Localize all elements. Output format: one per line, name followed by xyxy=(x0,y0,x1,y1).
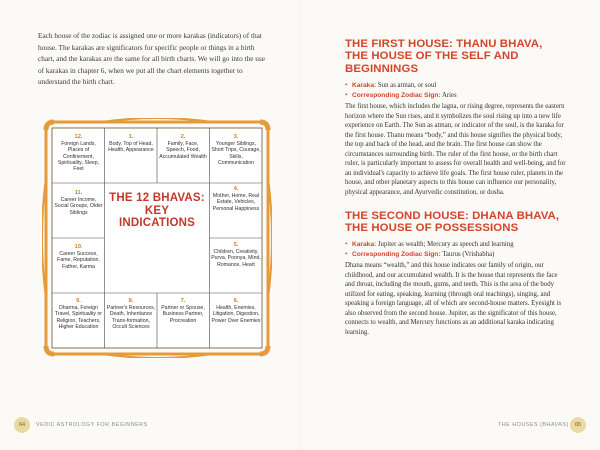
house-cell-10 xyxy=(54,244,103,270)
bullet-icon: • xyxy=(345,240,348,249)
house-number: 3. xyxy=(233,134,239,140)
house-cell-6 xyxy=(211,298,261,324)
house-number: 2. xyxy=(180,134,186,140)
house-number: 6. xyxy=(233,298,239,304)
bullet-icon: • xyxy=(345,81,348,90)
page-number-left: 64 xyxy=(14,417,30,433)
house-description: Younger Siblings, Short Trips, Courage, Skills, Communication xyxy=(211,141,261,166)
house-description: Dharma, Foreign Travel, Spirituality or Religion, Teachers, Higher Education xyxy=(54,305,103,330)
house-description: Family, Face, Speech, Food, Accumulated Wealth xyxy=(159,141,207,160)
running-head-right: THE HOUSES (BHAVAS) xyxy=(498,422,569,428)
house-cell-12 xyxy=(54,134,103,172)
intro-paragraph: Each house of the zodiac is assigned one or more karakas (indicators) of that house. The karakas are significators for specific people or things in a birth chart, and the karakas are the same for all birth charts. We will go into the use of karakas in chapter 6, when we put all the chart elements together to understand the birth chart. xyxy=(38,31,266,87)
house-description: Health, Enemies, Litigation, Digestion, Power Over Enemies xyxy=(211,305,261,324)
house-description: Foreign Lands, Places of Confinement, Spirituality, Sleep, Feet xyxy=(57,141,100,173)
page-number-right: 65 xyxy=(570,417,586,433)
house-description: Career Success, Fame, Reputation, Father, Karma xyxy=(57,251,100,270)
house-cell-2 xyxy=(158,134,208,160)
house-number: 9. xyxy=(76,298,81,304)
house-number: 12. xyxy=(74,134,83,140)
house-cell-5 xyxy=(211,242,261,268)
book-gutter xyxy=(299,0,301,450)
list-item: • Corresponding Zodiac Sign: Taurus (Vrishabha) xyxy=(345,249,495,258)
first-house-body: The first house, which includes the lagna, or rising degree, represents the eastern horizon where the Sun rises, and it symbolizes the soul rising up into a new life experience on Earth. The Sun as atman, or indicator of the soul, is the karaka for the first house. Thanu means “body,” and this house signifies the physical body, the top and back of the head, and the brain. The first house can show the circumstances surrounding birth. The ruler of the first house, or the birth chart ruler, is particularly important to assess for overall health and well-being, and for an individual's capacity to achieve life goals. The first house ruler, planets in the house, and other planetary aspects to this house can influence our personality, physical appearance, and Ayurvedic constitution, or dosha. xyxy=(345,103,566,196)
house-number: 5. xyxy=(233,242,239,248)
house-number: 4. xyxy=(233,186,239,192)
house-cell-11 xyxy=(54,190,103,216)
second-house-body: Dhana means “wealth,” and this house indicates our family of origin, our childhood, and our accumulated wealth. It is the house that represents the face and throat, including the mouth, gums, and teeth. This is the area of the body utilized for eating, speaking, learning (through oral teachings), singing, and speaking a foreign language, all of which are second-house matters. Eyesight is also observed from the second house. Jupiter, as the significator of this house, connects to wealth, and Mercury functions as an additional karaka indicating learning. xyxy=(345,262,562,336)
list-item: • Karaka: Sun as atman, or soul xyxy=(345,81,437,90)
house-cell-7 xyxy=(158,298,208,324)
section-heading-first-house: THE FIRST HOUSE: THANU BHAVA, THE HOUSE OF THE SELF AND BEGINNINGS xyxy=(345,38,543,75)
house-number: 1. xyxy=(128,134,134,140)
house-cell-1 xyxy=(106,134,156,154)
right-page-content xyxy=(345,38,567,338)
first-house-bullets xyxy=(345,81,567,100)
house-description: Mother, Home, Real Estate, Vehicles, Personal Happiness xyxy=(212,193,260,212)
house-description: Career Income, Social Groups, Older Siblings xyxy=(54,197,103,216)
list-item: • Corresponding Zodiac Sign: Aries xyxy=(345,90,457,99)
running-head-left: VEDIC ASTROLOGY FOR BEGINNERS xyxy=(36,422,148,428)
house-cell-3 xyxy=(211,134,261,166)
house-cell-9 xyxy=(54,298,103,330)
list-item: • Karaka: Jupiter as wealth; Mercury as speech and learning xyxy=(345,240,514,249)
house-number: 8. xyxy=(128,298,134,304)
house-number: 11. xyxy=(74,190,83,196)
house-cell-4 xyxy=(211,186,261,212)
house-number: 7. xyxy=(180,298,186,304)
house-cell-8 xyxy=(106,298,156,330)
house-description: Children, Creativity, Purva, Poonya, Mind, Romance, Heart xyxy=(211,249,261,268)
bullet-icon: • xyxy=(345,249,348,258)
chart-center-title: THE 12 BHAVAS: KEY INDICATIONS xyxy=(109,192,205,229)
house-description: Partner or Spouse, Business Partner, Procreation xyxy=(161,305,205,324)
second-house-bullets xyxy=(345,240,567,259)
section-heading-second-house: THE SECOND HOUSE: DHANA BHAVA, THE HOUSE OF POSSESSIONS xyxy=(345,209,560,234)
house-description: Partner's Resources, Death, Inheritance Trans-formation, Occult Sciences xyxy=(106,305,156,330)
bullet-icon: • xyxy=(345,90,348,99)
house-number: 10. xyxy=(74,244,83,250)
house-description: Body, Top of Head, Health, Appearance xyxy=(108,141,154,154)
bhavas-chart xyxy=(42,118,272,358)
